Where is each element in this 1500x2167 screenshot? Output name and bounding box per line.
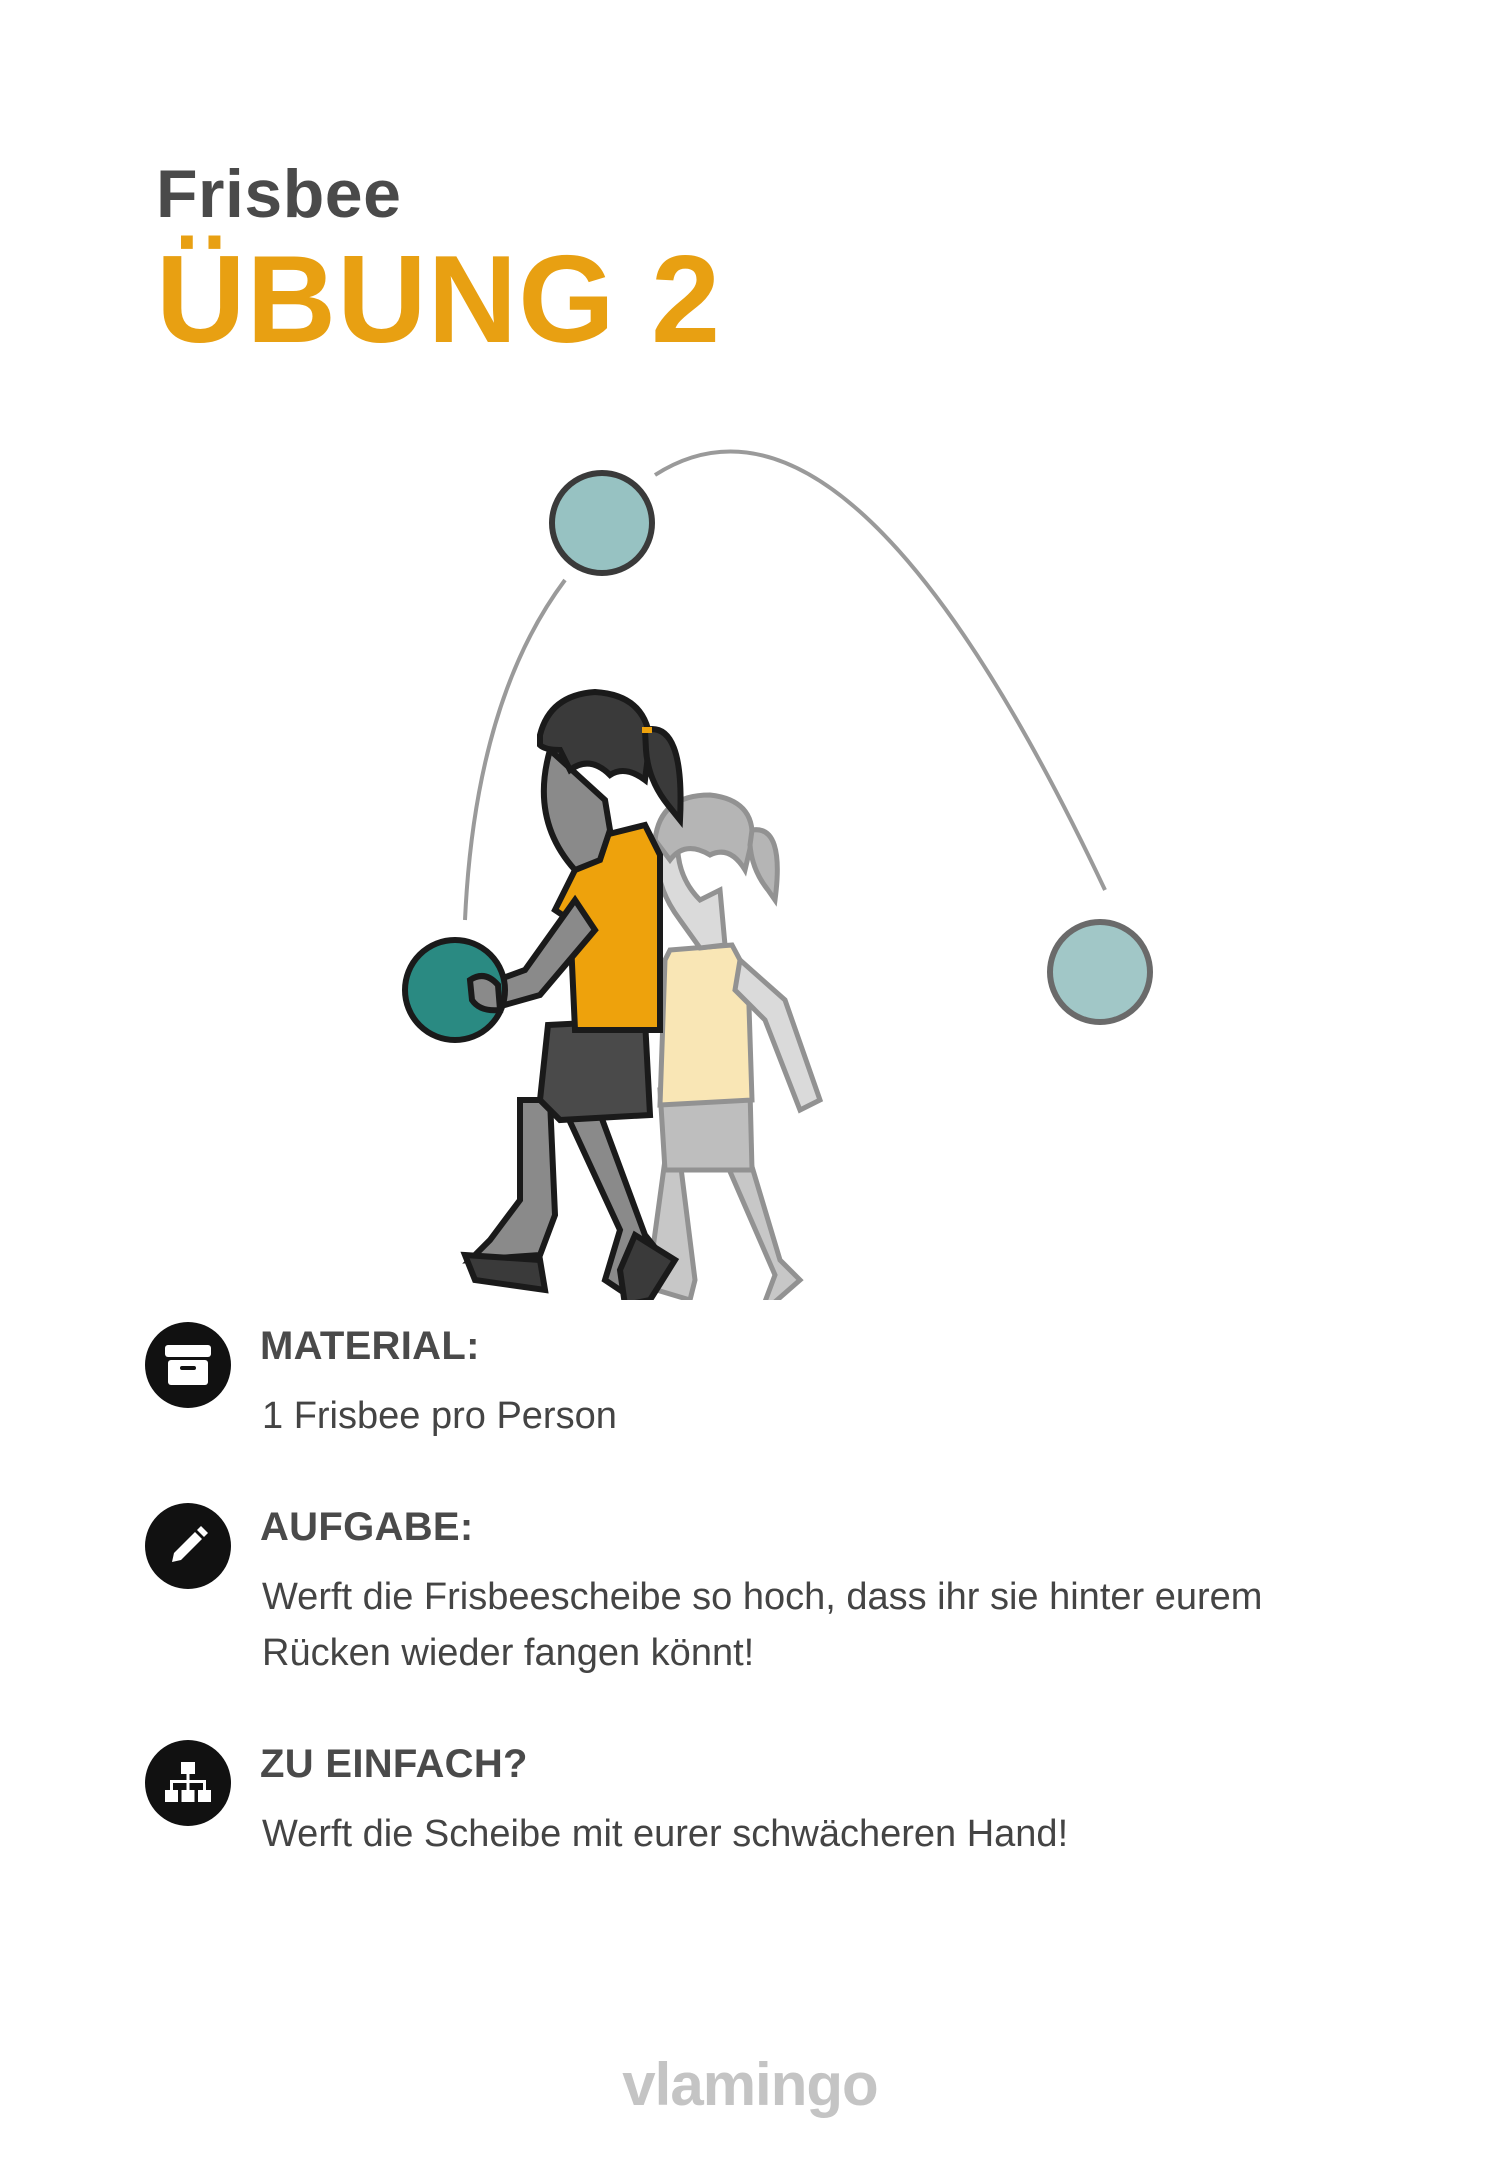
disc-caught-icon bbox=[794, 699, 796, 701]
girl-throwing-figure bbox=[405, 692, 681, 1300]
section-text: 1 Frisbee pro Person bbox=[262, 1395, 617, 1437]
section-heading: MATERIAL: bbox=[260, 1324, 480, 1368]
section-heading: AUFGABE: bbox=[260, 1505, 474, 1549]
page-title: ÜBUNG 2 bbox=[156, 231, 722, 369]
section-text: Werft die Frisbeescheibe so hoch, dass ihr sie hinter eurem Rücken wieder fangen könnt! bbox=[262, 1576, 1263, 1674]
disc-behind-back-icon bbox=[1050, 922, 1150, 1022]
task-section bbox=[145, 1503, 1395, 1683]
page-subtitle: Frisbee bbox=[156, 156, 402, 232]
section-text: Werft die Scheibe mit eurer schwächeren Hand! bbox=[262, 1813, 1069, 1855]
vlamingo-logo: vlamingo bbox=[622, 2051, 878, 2118]
header bbox=[156, 156, 722, 369]
pencil-icon bbox=[145, 1503, 231, 1589]
too-easy-section bbox=[145, 1740, 1395, 1880]
disc-in-air-icon bbox=[552, 473, 652, 573]
section-heading: ZU EINFACH? bbox=[260, 1742, 528, 1786]
archive-box-icon bbox=[145, 1322, 231, 1408]
material-section bbox=[145, 1322, 1395, 1442]
exercise-illustration bbox=[380, 400, 1180, 1300]
sitemap-icon bbox=[145, 1740, 231, 1826]
